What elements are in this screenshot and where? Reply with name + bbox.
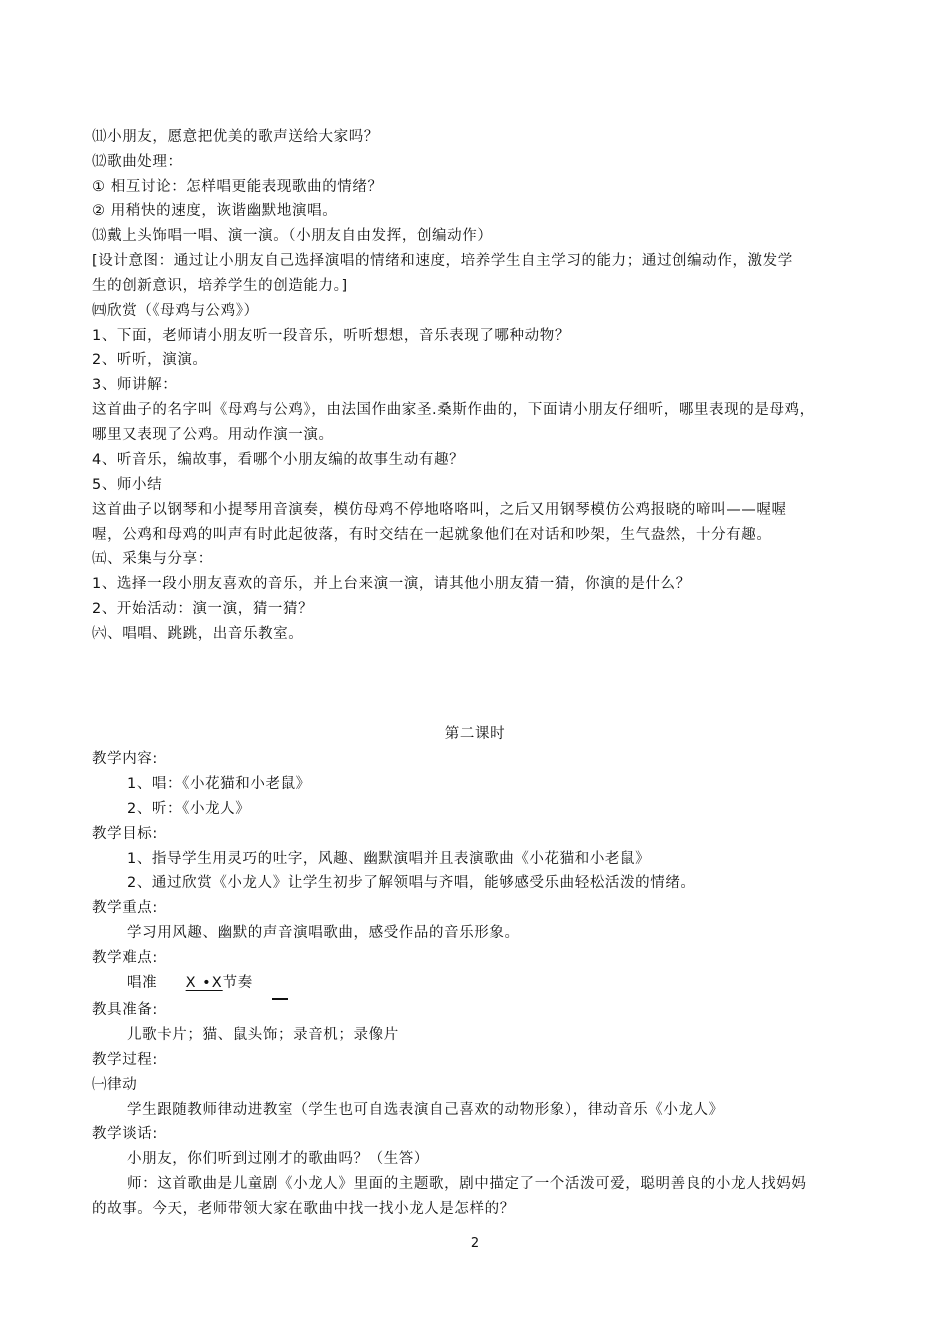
text-line: 这首曲子以钢琴和小提琴用音演奏，模仿母鸡不停地咯咯叫，之后又用钢琴模仿公鸡报晓的啼叫——喔喔: [92, 502, 787, 518]
text-line: ⑾小朋友，愿意把优美的歌声送给大家吗？: [92, 129, 379, 145]
difficulty-suffix: 节奏: [222, 975, 253, 991]
goals-heading: 教学目标:: [92, 826, 158, 842]
page-number: 2: [470, 1236, 480, 1251]
difficulty-heading: 教学难点:: [92, 950, 158, 966]
goal-item: 1、指导学生用灵巧的吐字，风趣、幽默演唱并且表演歌曲《小花猫和小老鼠》: [127, 851, 651, 867]
content-heading: 教学内容:: [92, 751, 158, 767]
rhythm-notation: X •X: [185, 975, 223, 991]
text-line: 喔，公鸡和母鸡的叫声有时此起彼落，有时交结在一起就象他们在对话和吵架，生气盎然，十分有趣。: [92, 527, 772, 543]
text-line: ㈥、唱唱、跳跳，出音乐教室。: [92, 626, 304, 642]
key-heading: 教学重点:: [92, 900, 158, 916]
text-line: ② 用稍快的速度，诙谐幽默地演唱。: [92, 203, 338, 219]
talk-heading: 教学谈话:: [92, 1126, 158, 1142]
rhythm-dash-mark: [272, 998, 288, 1000]
content-item: 1、唱：《小花猫和小老鼠》: [127, 776, 311, 792]
tools-text: 儿歌卡片；猫、鼠头饰；录音机；录像片: [127, 1027, 399, 1043]
text-line: ㈣欣赏（《母鸡与公鸡》）: [92, 303, 259, 319]
text-line: 1、下面，老师请小朋友听一段音乐，听听想想，音乐表现了哪种动物？: [92, 328, 570, 344]
text-line: 4、听音乐，编故事，看哪个小朋友编的故事生动有趣？: [92, 452, 465, 468]
text-line: [设计意图：通过让小朋友自己选择演唱的情绪和速度，培养学生自主学习的能力；通过创编动作，激发学: [92, 253, 793, 269]
text-line: 1、选择一段小朋友喜欢的音乐，并上台来演一演，请其他小朋友猜一猜，你演的是什么？: [92, 576, 691, 592]
talk-text: 小朋友，你们听到过刚才的歌曲吗？（生答）: [127, 1151, 429, 1167]
text-line: 5、师小结: [92, 477, 163, 493]
text-line: 2、开始活动：演一演，猜一猜？: [92, 601, 314, 617]
text-line: 生的创新意识，培养学生的创造能力。]: [92, 278, 348, 294]
text-line: 3、师讲解：: [92, 377, 178, 393]
content-item: 2、听：《小龙人》: [127, 801, 251, 817]
process-heading: 教学过程:: [92, 1052, 158, 1068]
step1-text: 学生跟随教师律动进教室（学生也可自选表演自己喜欢的动物形象），律动音乐《小龙人》: [127, 1102, 724, 1118]
difficulty-line: [127, 973, 253, 993]
tools-heading: 教具准备:: [92, 1002, 158, 1018]
text-line: 这首曲子的名字叫《母鸡与公鸡》，由法国作曲家圣.桑斯作曲的，下面请小朋友仔细听，哪里表现的是母鸡，: [92, 402, 815, 418]
text-line: ① 相互讨论：怎样唱更能表现歌曲的情绪？: [92, 179, 383, 195]
text-line: ⒀戴上头饰唱一唱、演一演。（小朋友自由发挥，创编动作）: [92, 228, 493, 244]
text-line: ⑿歌曲处理：: [92, 154, 183, 170]
teacher-line: 的故事。今天，老师带领大家在歌曲中找一找小龙人是怎样的？: [92, 1201, 515, 1217]
step1-heading: ㈠律动: [92, 1077, 138, 1093]
teacher-line: 师：这首歌曲是儿童剧《小龙人》里面的主题歌，剧中描定了一个活泼可爱，聪明善良的小龙人找妈妈: [127, 1176, 807, 1192]
text-line: 哪里又表现了公鸡。用动作演一演。: [92, 427, 334, 443]
key-text: 学习用风趣、幽默的声音演唱歌曲，感受作品的音乐形象。: [127, 925, 520, 941]
section-title: 第二课时: [444, 726, 506, 742]
text-line: 2、听听，演演。: [92, 352, 208, 368]
difficulty-prefix: 唱准: [127, 975, 158, 991]
text-line: ㈤、采集与分享：: [92, 551, 213, 567]
goal-item: 2、通过欣赏《小龙人》让学生初步了解领唱与齐唱，能够感受乐曲轻松活泼的情绪。: [127, 875, 696, 891]
